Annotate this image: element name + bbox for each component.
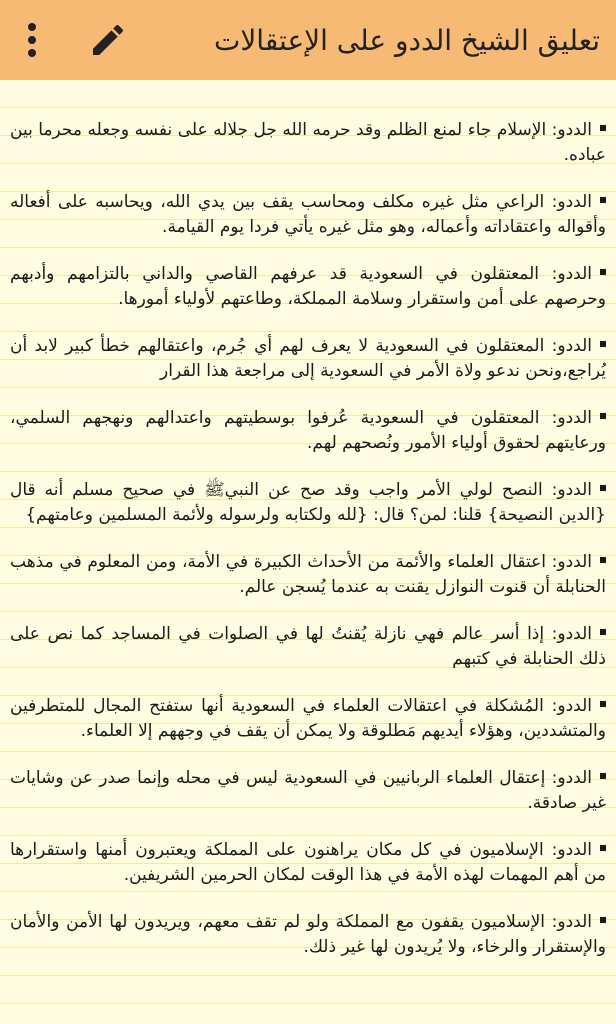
list-item-text: الددو: المعتقلون في السعودية عُرفوا بوسطيتهم واعتدالهم ونهجهم السلمي، ورعايتهم لحقوق أولياء الأمور ونُصحهم لهم. <box>10 408 606 453</box>
bullet-icon <box>600 773 606 779</box>
list-item[interactable] <box>10 910 606 960</box>
list-item[interactable] <box>10 262 606 312</box>
list-item[interactable] <box>10 334 606 384</box>
list-item[interactable] <box>10 838 606 888</box>
list-item-text: الددو: اعتقال العلماء والأئمة من الأحداث الكبيرة في الأمة، ومن المعلوم في مذهب الحنابلة أن قنوت النوازل يقنت به عندما يُسجن عالم. <box>10 552 606 597</box>
bullet-icon <box>600 557 606 563</box>
list-item[interactable] <box>10 406 606 456</box>
content-area[interactable] <box>0 80 616 1024</box>
edit-button[interactable] <box>84 16 132 64</box>
app-bar <box>0 0 616 80</box>
bullet-icon <box>600 485 606 491</box>
bullet-icon <box>600 917 606 923</box>
list-item-text: الددو: المعتقلون في السعودية قد عرفهم القاصي والداني بالتزامهم وأدبهم وحرصهم على أمن واستقرار وسلامة المملكة، وطاعتهم لأولياء أمورها. <box>10 264 606 309</box>
list-item[interactable] <box>10 766 606 816</box>
list-item[interactable] <box>10 118 606 168</box>
bullet-icon <box>600 125 606 131</box>
list-item-text: الددو: المعتقلون في السعودية لا يعرف لهم أي جُرم، واعتقالهم خطأ كبير لابد أن يُراجع،ونحن ندعو ولاة الأمر في السعودية إلى مراجعة هذا القرار <box>10 336 606 381</box>
list-item-text: الددو: المُشكلة في اعتقالات العلماء في السعودية أنها ستفتح المجال للمتطرفين والمتشددين، وهؤلاء أيديهم مَطلوقة ولا يمكن أن يقف في وجههم إلا العلماء. <box>10 696 606 741</box>
bullet-icon <box>600 269 606 275</box>
list-item-text: الددو: إذا أسر عالم فهي نازلة يُقنتُ لها في الصلوات في المساجد كما نص على ذلك الحنابلة في كتبهم <box>10 624 606 669</box>
list-item-text: الددو: إعتقال العلماء الربانيين في السعودية ليس في محله وإنما صدر عن وشايات غير صادقة. <box>10 768 606 813</box>
list-item-text: الددو: النصح لولي الأمر واجب وقد صح عن النبيﷺ في صحيح مسلم أنه قال {الدين النصيحة} قلنا: لمن؟ قال: {لله ولكتابه ولرسوله ولأئمة المسلمين وعامتهم} <box>10 480 606 525</box>
list-item-text: الددو: الإسلاميون يقفون مع المملكة ولو لم تقف معهم، ويريدون لها الأمن والأمان والإستقرار والرخاء، ولا يُريدون لها غير ذلك. <box>10 912 606 957</box>
list-item-text: الددو: الإسلام جاء لمنع الظلم وقد حرمه الله جل جلاله على نفسه وجعله محرما بين عباده. <box>10 120 606 165</box>
bullet-icon <box>600 413 606 419</box>
list-item[interactable] <box>10 478 606 528</box>
list-item-text: الددو: الإسلاميون في كل مكان يراهنون على المملكة ويعتبرون أمنها واستقرارها من أهم المهمات لهذه الأمة في هذا الوقت لمكان الحرمين الشريفين. <box>10 840 606 885</box>
overflow-menu-button[interactable] <box>16 16 48 64</box>
list-item-text: الددو: الراعي مثل غيره مكلف ومحاسب يقف بين يدي الله، ويحاسبه على أفعاله وأقواله واعتقاداته وأعماله، وهو مثل غيره يأتي فردا يوم القيامة. <box>10 192 606 237</box>
list-item[interactable] <box>10 622 606 672</box>
list-item[interactable] <box>10 190 606 240</box>
bullet-icon <box>600 341 606 347</box>
more-vertical-icon <box>26 20 38 60</box>
page-title: تعليق الشيخ الددو على الإعتقالات <box>213 23 600 57</box>
list-item[interactable] <box>10 550 606 600</box>
quotes-list <box>0 80 616 960</box>
bullet-icon <box>600 701 606 707</box>
bullet-icon <box>600 629 606 635</box>
pencil-icon <box>88 20 128 60</box>
bullet-icon <box>600 197 606 203</box>
bullet-icon <box>600 845 606 851</box>
list-item[interactable] <box>10 694 606 744</box>
